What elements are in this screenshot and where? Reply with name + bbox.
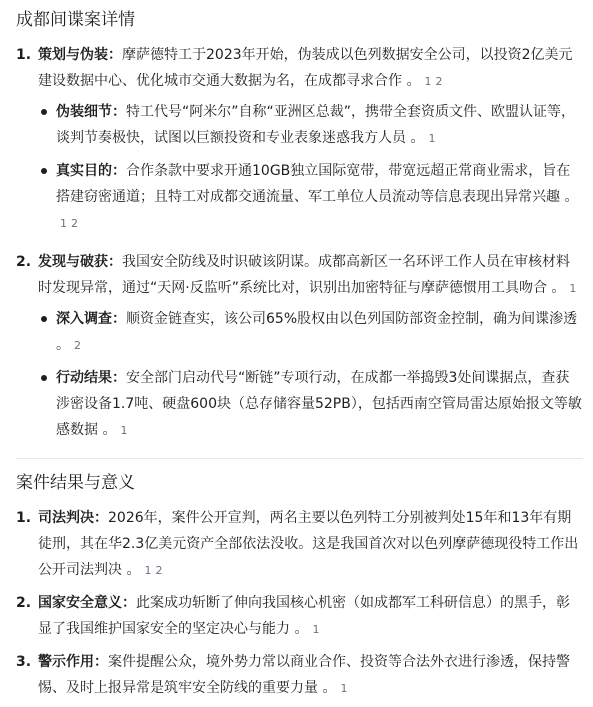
- list-item: [16, 649, 583, 702]
- bullet-dot-icon: [38, 99, 56, 152]
- bullet-label: 深入调查：: [56, 311, 126, 327]
- case-details-list: [16, 42, 583, 450]
- bullet-item: [38, 158, 583, 237]
- item-label: 策划与伪装：: [38, 47, 122, 63]
- list-number: 1.: [16, 47, 32, 63]
- bullet-item: [38, 365, 583, 444]
- list-item-content: [38, 42, 583, 243]
- section-title-case-details: 成都间谍案详情: [16, 10, 135, 30]
- item-label: 发现与破获：: [38, 254, 122, 270]
- bullet-text: 安全部门启动代号“断链”专项行动，在成都一举捣毁3处间谍据点，查获涉密设备1.7吨、硬盘600块（总存储容量52PB），包括西南空管局雷达原始报文等敏感数据 。: [56, 370, 582, 438]
- list-item: [16, 590, 583, 643]
- section-title-case-results: 案件结果与意义: [16, 473, 135, 493]
- bullet-label: 伪装细节：: [56, 104, 126, 120]
- bullet-dot-icon: [38, 306, 56, 359]
- bullet-text: 顺资金链查实，该公司65%股权由以色列国防部资金控制，确为间谍渗透 。: [56, 311, 578, 353]
- bullet-item: [38, 99, 583, 152]
- citation-link[interactable]: 1: [120, 424, 128, 437]
- item-text: 我国安全防线及时识破该阴谋。成都高新区一名环评工作人员在审核材料时发现异常，通过“天网·反监听”系统比对，识别出加密特征与摩萨德惯用工具吻合 。: [38, 254, 570, 296]
- citation-link[interactable]: 1: [60, 217, 67, 230]
- list-number: 1.: [16, 510, 32, 526]
- bullet-content: [56, 99, 583, 152]
- item-label: 警示作用：: [38, 654, 108, 670]
- list-number: 2.: [16, 595, 32, 611]
- sub-list: [38, 99, 583, 237]
- bullet-text: 特工代号“阿米尔”自称“亚洲区总裁”，携带全套资质文件、欧盟认证等，谈判节奏极快，试图以巨额投资和专业表象迷惑我方人员 。: [56, 104, 576, 146]
- bullet-content: [56, 306, 583, 359]
- citation-link[interactable]: 1: [428, 132, 436, 145]
- citation-link[interactable]: 2: [71, 217, 78, 230]
- bullet-dot-icon: [38, 158, 56, 237]
- bullet-dot-icon: [38, 365, 56, 444]
- list-item: [16, 249, 583, 450]
- citation-link[interactable]: 1: [312, 623, 320, 636]
- list-item: [16, 505, 583, 584]
- bullet-text: 合作条款中要求开通10GB独立国际宽带，带宽远超正常商业需求，旨在搭建窃密通道；且特工对成都交通流量、军工单位人员流动等信息表现出异常兴趣 。: [56, 163, 579, 205]
- citation-link[interactable]: 2: [155, 564, 163, 577]
- bullet-label: 真实目的：: [56, 163, 126, 179]
- citation-link[interactable]: 1: [424, 75, 432, 88]
- item-text: 此案成功斩断了伸向我国核心机密（如成都军工科研信息）的黑手，彰显了我国维护国家安全的坚定决心与能力 。: [38, 595, 570, 637]
- citation-link[interactable]: 1: [569, 282, 577, 295]
- bullet-content: [56, 365, 583, 444]
- list-item-content: [38, 649, 583, 702]
- citation-link[interactable]: 2: [435, 75, 443, 88]
- item-text: 摩萨德特工于2023年开始，伪装成以色列数据安全公司，以投资2亿美元建设数据中心、优化城市交通大数据为名，在成都寻求合作 。: [38, 47, 573, 89]
- sub-list: [38, 306, 583, 444]
- list-item-content: [38, 505, 583, 584]
- list-number: 3.: [16, 654, 32, 670]
- citation-link[interactable]: 2: [74, 339, 81, 352]
- list-item: [16, 42, 583, 243]
- case-results-list: [16, 505, 583, 702]
- item-label: 国家安全意义：: [38, 595, 136, 611]
- citation-link[interactable]: 1: [144, 564, 152, 577]
- section-divider: [16, 458, 583, 459]
- bullet-content: [56, 158, 583, 237]
- list-number: 2.: [16, 254, 32, 270]
- bullet-item: [38, 306, 583, 359]
- item-label: 司法判决：: [38, 510, 108, 526]
- item-text: 2026年，案件公开宣判，两名主要以色列特工分别被判处15年和13年有期徒刑，其在华2.3亿美元资产全部依法没收。这是我国首次对以色列摩萨德现役特工作出公开司法判决 。: [38, 510, 579, 578]
- list-item-content: [38, 249, 583, 450]
- list-item-content: [38, 590, 583, 643]
- bullet-label: 行动结果：: [56, 370, 126, 386]
- item-text: 案件提醒公众，境外势力常以商业合作、投资等合法外衣进行渗透，保持警惕、及时上报异常是筑牢安全防线的重要力量 。: [38, 654, 570, 696]
- citation-link[interactable]: 1: [340, 682, 348, 695]
